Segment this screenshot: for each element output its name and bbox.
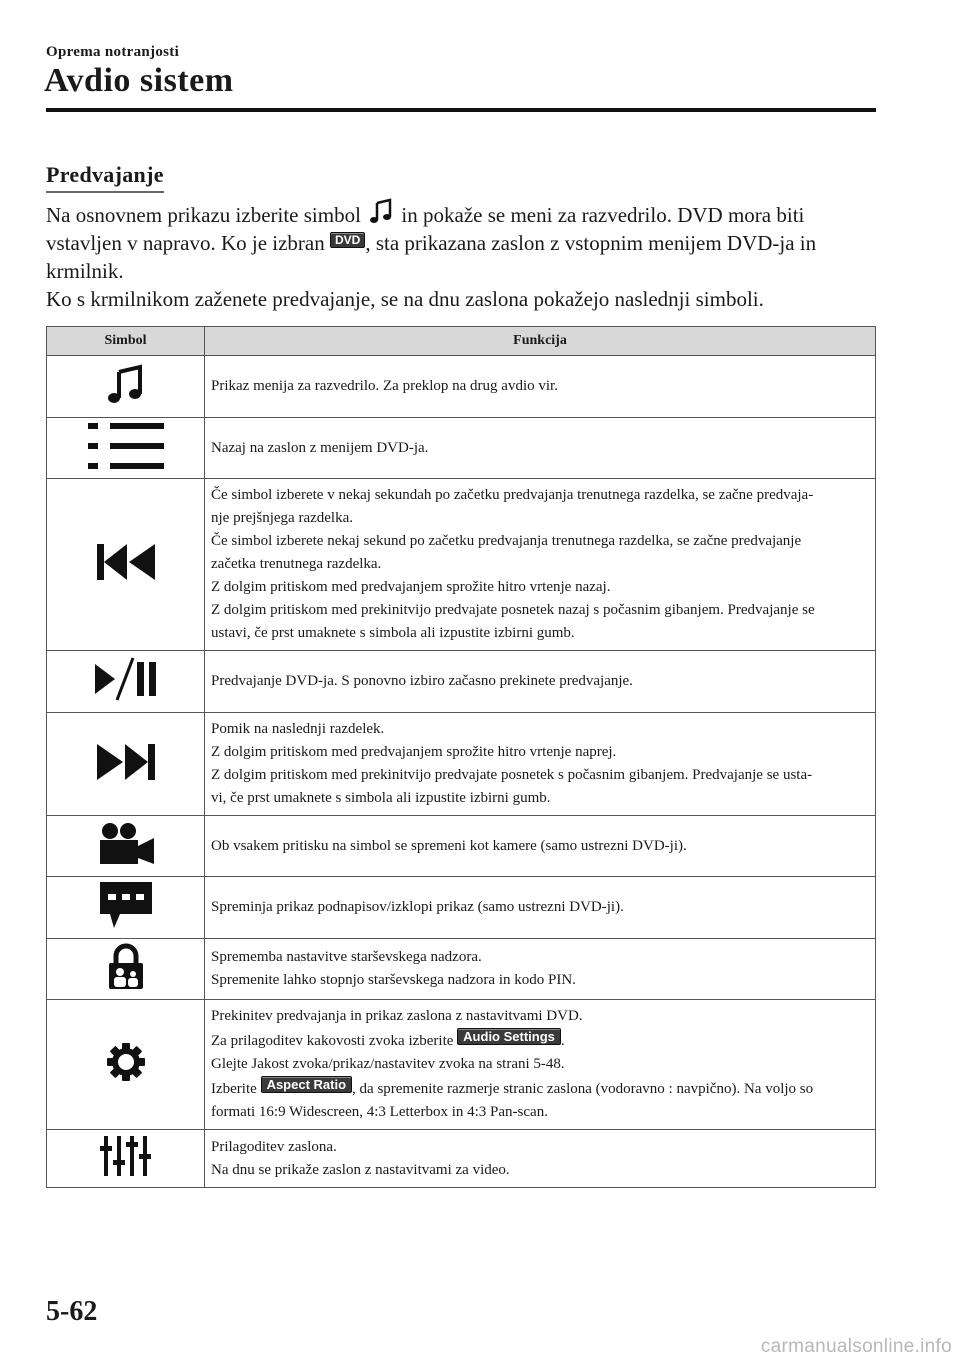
description-line: Pomik na naslednji razdelek. xyxy=(211,721,385,737)
table-row xyxy=(47,877,876,939)
table-header-symbol: Simbol xyxy=(47,327,205,356)
parental-lock-icon xyxy=(106,943,146,991)
icon-cell xyxy=(47,713,205,816)
description-line: vi, če prst umaknete s simbola ali izpustite izbirni gumb. xyxy=(211,790,551,806)
description-text-part: Izberite xyxy=(211,1081,257,1097)
description-line: Sprememba nastavitve starševskega nadzora. xyxy=(211,949,482,965)
music-note-icon xyxy=(368,198,394,226)
watermark: carmanualsonline.info xyxy=(760,1336,952,1357)
description-line: formati 16:9 Widescreen, 4:3 Letterbox in 4:3 Pan-scan. xyxy=(211,1104,548,1120)
intro-text xyxy=(46,198,876,313)
intro-text-part: , sta prikazana zaslon z vstopnim menijem DVD-ja in krmilnik. xyxy=(46,231,817,283)
table-row xyxy=(47,479,876,651)
table-row xyxy=(47,356,876,418)
description-cell xyxy=(205,939,876,1000)
description-line: začetka trenutnega razdelka. xyxy=(211,556,382,572)
description-cell xyxy=(205,651,876,713)
description-line: Prekinitev predvajanja in prikaz zaslona z nastavitvami DVD. xyxy=(211,1008,583,1024)
icon-cell xyxy=(47,816,205,877)
description-line: Spreminja prikaz podnapisov/izklopi prikaz (samo ustrezni DVD-ji). xyxy=(211,899,624,915)
section-heading: Predvajanje xyxy=(46,162,164,193)
description-line xyxy=(211,1028,869,1053)
subtitle-icon xyxy=(96,880,156,930)
description-line: Prikaz menija za razvedrilo. Za preklop na drug avdio vir. xyxy=(211,378,558,394)
description-text-part: Za prilagoditev kakovosti zvoka izberite xyxy=(211,1033,454,1049)
audio-settings-button: Audio Settings xyxy=(457,1028,561,1045)
intro-text-part: Na osnovnem prikazu izberite simbol xyxy=(46,203,361,227)
title-divider xyxy=(46,108,876,112)
icon-cell xyxy=(47,479,205,651)
description-cell xyxy=(205,418,876,479)
description-cell xyxy=(205,1000,876,1130)
description-cell xyxy=(205,1130,876,1188)
skip-next-icon xyxy=(95,742,157,782)
description-line: ustavi, če prst umaknete s simbola ali izpustite izbirni gumb. xyxy=(211,625,575,641)
description-line xyxy=(211,1076,869,1101)
page-title: Avdio sistem xyxy=(44,62,234,99)
aspect-ratio-button: Aspect Ratio xyxy=(261,1076,352,1093)
intro-text-part: in pokaže se meni za razvedrilo. DVD mora biti vstavljen v napravo. Ko je izbran xyxy=(46,203,805,255)
icon-cell xyxy=(47,1000,205,1130)
description-line: Če simbol izberete v nekaj sekundah po začetku predvajanja trenutnega razdelka, se začne predvaja- xyxy=(211,487,814,503)
description-cell xyxy=(205,479,876,651)
description-line: Glejte Jakost zvoka/prikaz/nastavitev zvoka na strani 5-48. xyxy=(211,1056,565,1072)
table-header-function: Funkcija xyxy=(205,327,876,356)
description-line: Z dolgim pritiskom med prekinitvijo predvajate posnetek s počasnim gibanjem. Predvajanje se usta- xyxy=(211,767,813,783)
icon-cell xyxy=(47,651,205,713)
description-line: Na dnu se prikaže zaslon z nastavitvami za video. xyxy=(211,1161,510,1178)
description-line: Če simbol izberete nekaj sekund po začetku predvajanja trenutnega razdelka, se začne predvajanje xyxy=(211,533,802,549)
dvd-button: DVD xyxy=(330,232,365,248)
description-text-part: . xyxy=(560,1033,565,1049)
table-row xyxy=(47,651,876,713)
gear-icon xyxy=(106,1042,146,1082)
description-text-part: , da spremenite razmerje stranic zaslona (vodoravno : navpično). Na voljo so xyxy=(352,1081,814,1097)
table-row xyxy=(47,713,876,816)
icon-cell xyxy=(47,877,205,939)
description-cell xyxy=(205,356,876,418)
description-line: Ob vsakem pritisku na simbol se spremeni kot kamere (samo ustrezni DVD-ji). xyxy=(211,837,687,854)
description-line: Spremenite lahko stopnjo starševskega nadzora in kodo PIN. xyxy=(211,972,576,988)
description-line: Nazaj na zaslon z menijem DVD-ja. xyxy=(211,439,429,456)
section-label: Oprema notranjosti xyxy=(46,44,180,60)
menu-list-icon xyxy=(86,421,166,471)
icon-cell xyxy=(47,356,205,418)
intro-paragraph-1 xyxy=(46,198,876,285)
description-line: nje prejšnjega razdelka. xyxy=(211,510,354,526)
table-row xyxy=(47,1000,876,1130)
table-row xyxy=(47,1130,876,1188)
icon-cell xyxy=(47,939,205,1000)
equalizer-sliders-icon xyxy=(100,1134,152,1178)
symbols-table xyxy=(46,326,876,1188)
icon-cell xyxy=(47,1130,205,1188)
table-row xyxy=(47,939,876,1000)
page-number: 5-62 xyxy=(46,1296,98,1327)
description-line: Z dolgim pritiskom med predvajanjem sprožite hitro vrtenje nazaj. xyxy=(211,579,611,595)
play-pause-icon xyxy=(91,656,161,702)
table-row xyxy=(47,418,876,479)
icon-cell xyxy=(47,418,205,479)
description-cell xyxy=(205,816,876,877)
description-line: Predvajanje DVD-ja. S ponovno izbiro začasno prekinete predvajanje. xyxy=(211,673,633,689)
description-cell xyxy=(205,713,876,816)
description-line: Prilagoditev zaslona. xyxy=(211,1138,337,1155)
skip-previous-icon xyxy=(95,542,157,582)
table-row xyxy=(47,816,876,877)
music-note-icon xyxy=(106,364,146,404)
camera-angle-icon xyxy=(96,822,156,866)
description-line: Z dolgim pritiskom med predvajanjem sprožite hitro vrtenje naprej. xyxy=(211,744,617,760)
description-cell xyxy=(205,877,876,939)
intro-paragraph-2: Ko s krmilnikom zaženete predvajanje, se na dnu zaslona pokažejo naslednji simboli. xyxy=(46,287,764,311)
description-line: Z dolgim pritiskom med prekinitvijo predvajate posnetek nazaj s počasnim gibanjem. Predvajanje se xyxy=(211,602,815,618)
